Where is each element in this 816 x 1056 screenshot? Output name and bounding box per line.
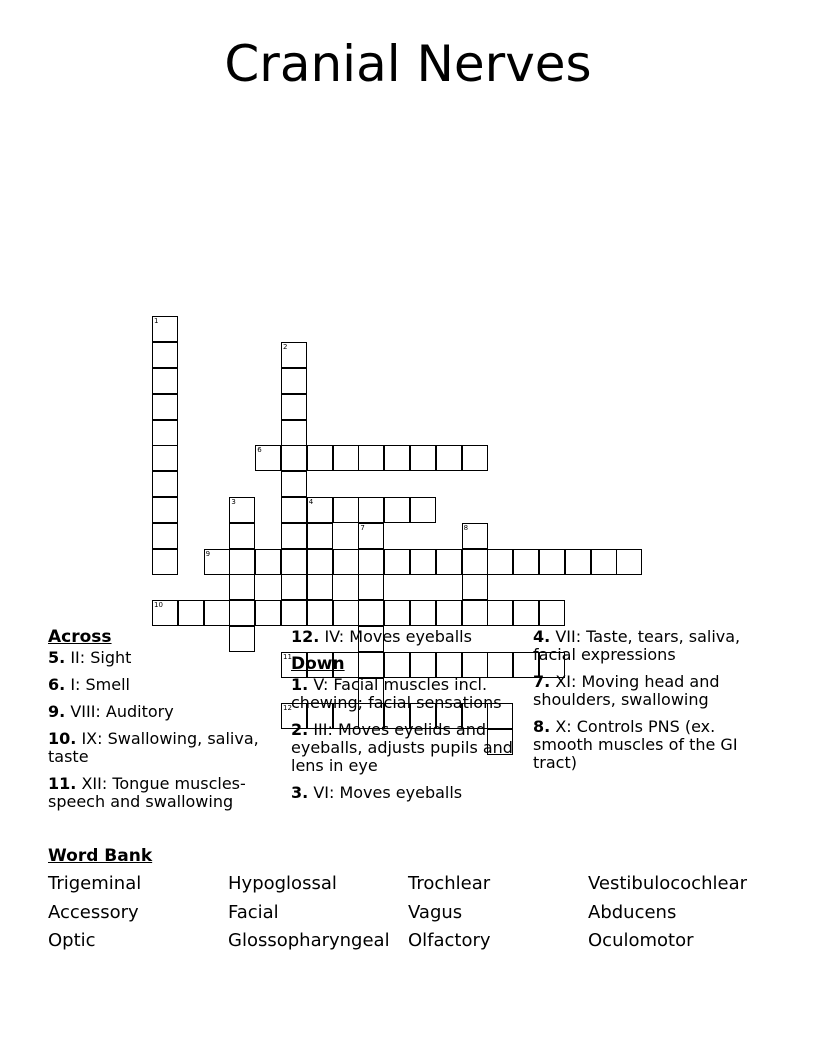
crossword-cell[interactable]	[591, 549, 617, 575]
crossword-cell[interactable]	[358, 497, 384, 523]
crossword-cell[interactable]	[307, 549, 333, 575]
clue-number-label: 3	[231, 498, 236, 506]
clue-text: VIII: Auditory	[70, 702, 174, 721]
crossword-cell[interactable]	[333, 497, 359, 523]
crossword-cell[interactable]	[384, 445, 410, 471]
crossword-cell[interactable]	[152, 497, 178, 523]
down-header: Down	[291, 654, 345, 674]
crossword-cell[interactable]	[281, 600, 307, 626]
clue-number: 3.	[291, 783, 309, 802]
crossword-cell[interactable]	[152, 368, 178, 394]
clue-text: IV: Moves eyeballs	[324, 627, 472, 646]
crossword-cell[interactable]	[152, 523, 178, 549]
crossword-cell[interactable]	[487, 549, 513, 575]
clue-text: IX: Swallowing, saliva, taste	[48, 729, 259, 766]
crossword-cell[interactable]	[281, 549, 307, 575]
crossword-cell[interactable]	[281, 471, 307, 497]
crossword-cell[interactable]	[307, 523, 333, 549]
clue-number-label: 7	[360, 523, 365, 532]
crossword-cell[interactable]	[281, 420, 307, 446]
crossword-cell[interactable]	[281, 342, 307, 368]
clue-across-5	[48, 649, 280, 667]
crossword-cell[interactable]	[229, 523, 255, 549]
word-bank-item: Abducens	[588, 902, 677, 923]
crossword-cell[interactable]	[384, 600, 410, 626]
clue-across-10	[48, 730, 280, 766]
crossword-cell[interactable]	[358, 574, 384, 600]
crossword-cell[interactable]	[358, 445, 384, 471]
word-bank-item: Oculomotor	[588, 930, 694, 951]
clue-text: III: Moves eyelids and eyeballs, adjusts pupils and lens in eye	[291, 720, 513, 775]
crossword-cell[interactable]	[462, 523, 488, 549]
crossword-cell[interactable]	[513, 549, 539, 575]
crossword-cell[interactable]	[436, 549, 462, 575]
crossword-cell[interactable]	[152, 342, 178, 368]
clue-text: XI: Moving head and shoulders, swallowing	[533, 672, 720, 709]
crossword-cell[interactable]	[384, 497, 410, 523]
clue-text: VI: Moves eyeballs	[313, 783, 463, 802]
crossword-cell[interactable]	[410, 600, 436, 626]
crossword-cell[interactable]	[204, 600, 230, 626]
crossword-cell[interactable]	[281, 368, 307, 394]
clue-text: X: Controls PNS (ex. smooth muscles of the GI tract)	[533, 717, 738, 772]
crossword-cell[interactable]	[616, 549, 642, 575]
across-header: Across	[48, 627, 112, 647]
crossword-cell[interactable]	[462, 574, 488, 600]
clue-number-label: 4	[308, 498, 314, 506]
word-bank-header: Word Bank	[48, 846, 153, 866]
crossword-cell[interactable]	[152, 394, 178, 420]
clue-number: 7.	[533, 672, 551, 691]
clue-number: 10.	[48, 729, 77, 748]
crossword-cell[interactable]	[152, 445, 178, 471]
crossword-cell[interactable]	[281, 523, 307, 549]
clue-down-1	[291, 676, 523, 712]
crossword-cell[interactable]	[229, 549, 255, 575]
clue-number: 11.	[48, 774, 77, 793]
crossword-cell[interactable]	[229, 600, 255, 626]
word-bank-item: Accessory	[48, 902, 139, 923]
clue-text: I: Smell	[70, 675, 130, 694]
crossword-cell[interactable]	[307, 445, 333, 471]
clue-number-label: 10	[154, 601, 163, 610]
clue-number-label: 11	[283, 652, 292, 661]
clue-down-4	[533, 628, 769, 664]
crossword-cell[interactable]	[178, 600, 204, 626]
crossword-cell[interactable]	[358, 523, 384, 549]
clue-down-7	[533, 673, 769, 709]
crossword-cell[interactable]	[255, 445, 281, 471]
crossword-cell[interactable]	[462, 445, 488, 471]
crossword-cell[interactable]	[281, 497, 307, 523]
word-bank-item: Trochlear	[408, 873, 491, 894]
clue-number-label: 9	[205, 549, 211, 558]
clue-number: 6.	[48, 675, 66, 694]
crossword-cell[interactable]	[307, 574, 333, 600]
clue-down-2	[291, 721, 523, 775]
crossword-cell[interactable]	[358, 549, 384, 575]
across-clues	[48, 628, 280, 820]
clue-down-8	[533, 718, 769, 772]
clue-text: II: Sight	[70, 648, 132, 667]
crossword-cell[interactable]	[462, 549, 488, 575]
crossword-cell[interactable]	[410, 549, 436, 575]
clue-across-11	[48, 775, 280, 811]
crossword-cell[interactable]	[152, 471, 178, 497]
crossword-cell[interactable]	[255, 600, 281, 626]
clue-down-3	[291, 784, 523, 802]
crossword-cell[interactable]	[539, 549, 565, 575]
clue-number: 9.	[48, 702, 66, 721]
clue-number: 1.	[291, 675, 309, 694]
word-bank-item: Facial	[228, 902, 279, 923]
crossword-cell[interactable]	[152, 420, 178, 446]
crossword-cell[interactable]	[307, 497, 333, 523]
crossword-cell[interactable]	[333, 600, 359, 626]
clue-text: V: Facial muscles incl. chewing; facial sensations	[291, 675, 502, 712]
clue-number: 8.	[533, 717, 551, 736]
crossword-cell[interactable]	[152, 549, 178, 575]
clue-across-9	[48, 703, 280, 721]
crossword-cell[interactable]	[384, 549, 410, 575]
clue-number: 5.	[48, 648, 66, 667]
clue-text: VII: Taste, tears, saliva, facial expressions	[533, 627, 741, 664]
crossword-cell[interactable]	[204, 549, 230, 575]
word-bank-item: Hypoglossal	[228, 873, 337, 894]
clue-text: XII: Tongue muscles- speech and swallowing	[48, 774, 246, 811]
crossword-cell[interactable]	[333, 549, 359, 575]
word-bank-item: Optic	[48, 930, 96, 951]
word-bank-item: Trigeminal	[48, 873, 142, 894]
crossword-cell[interactable]	[565, 549, 591, 575]
crossword-cell[interactable]	[410, 497, 436, 523]
clue-number-label: 6	[257, 446, 262, 455]
clue-across-12	[291, 628, 523, 646]
down-clues	[291, 628, 523, 811]
crossword-cell[interactable]	[462, 600, 488, 626]
crossword-cell[interactable]	[513, 600, 539, 626]
clue-number: 12.	[291, 627, 320, 646]
word-bank-item: Vestibulocochlear	[588, 873, 747, 894]
word-bank-item: Olfactory	[408, 930, 491, 951]
crossword-cell[interactable]	[487, 600, 513, 626]
clue-number-label: 8	[463, 523, 469, 532]
clue-across-6	[48, 676, 280, 694]
crossword-cell[interactable]	[410, 445, 436, 471]
crossword-cell[interactable]	[152, 316, 178, 342]
crossword-cell[interactable]	[229, 497, 255, 523]
page-title: Cranial Nerves	[224, 35, 592, 93]
crossword-cell[interactable]	[281, 574, 307, 600]
clue-number-label: 2	[283, 343, 288, 352]
crossword-cell[interactable]	[281, 394, 307, 420]
clue-number: 4.	[533, 627, 551, 646]
crossword-cell[interactable]	[333, 445, 359, 471]
crossword-cell[interactable]	[358, 600, 384, 626]
word-bank-item: Glossopharyngeal	[228, 930, 390, 951]
clue-number: 2.	[291, 720, 309, 739]
crossword-cell[interactable]	[229, 574, 255, 600]
clue-number-label: 12	[283, 704, 292, 713]
crossword-cell[interactable]	[436, 600, 462, 626]
down-clues-continued	[533, 628, 769, 781]
crossword-cell[interactable]	[152, 600, 178, 626]
crossword-cell[interactable]	[255, 549, 281, 575]
crossword-cell[interactable]	[539, 600, 565, 626]
crossword-cell[interactable]	[307, 600, 333, 626]
word-bank-item: Vagus	[408, 902, 463, 923]
crossword-cell[interactable]	[436, 445, 462, 471]
clue-number-label: 1	[154, 317, 159, 326]
crossword-cell[interactable]	[281, 445, 307, 471]
